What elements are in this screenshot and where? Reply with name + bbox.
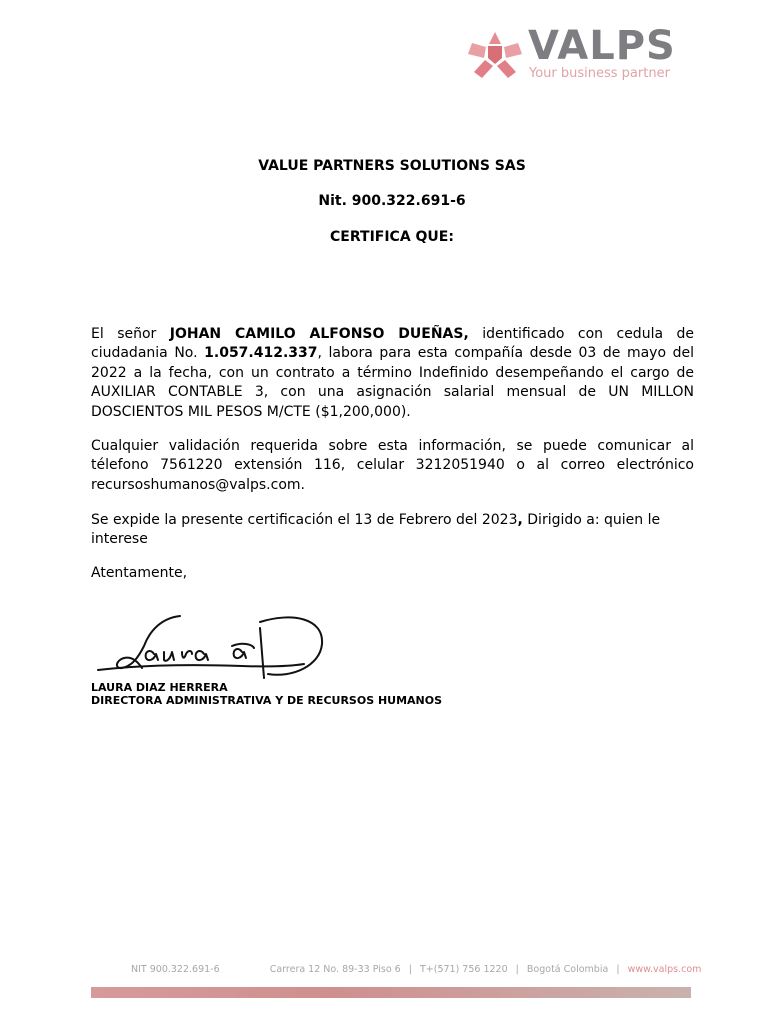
footer-separator: |	[616, 964, 620, 975]
company-nit: Nit. 900.322.691-6	[318, 193, 466, 209]
footer-bar	[91, 987, 691, 998]
handwritten-signature	[92, 608, 332, 688]
closing	[91, 564, 694, 583]
employment-paragraph	[91, 325, 694, 422]
issue-date-text: Se expide la presente certificación el 13 de Febrero del 2023	[91, 512, 518, 528]
intro-text: El señor	[91, 326, 170, 342]
issue-comma: ,	[517, 512, 523, 528]
footer-contact	[131, 964, 702, 976]
id-text: identificado con cedula de ciudadania No.	[91, 326, 694, 362]
footer-city: Bogotá Colombia	[526, 964, 609, 975]
signer-name: LAURA DIAZ HERRERA	[91, 681, 228, 694]
footer-separator: |	[408, 964, 412, 975]
certifies-heading: CERTIFICA QUE:	[330, 229, 454, 245]
employee-id: 1.057.412.337	[204, 345, 318, 362]
valps-star-icon	[466, 30, 524, 80]
footer-separator: |	[515, 964, 519, 975]
addressee-text: Dirigido a: quien le interese	[91, 512, 661, 548]
footer-address: Carrera 12 No. 89-33 Piso 6	[269, 964, 401, 975]
signer-title: DIRECTORA ADMINISTRATIVA Y DE RECURSOS HUMANOS	[91, 694, 443, 707]
footer-phone: T+(571) 756 1220	[419, 964, 508, 975]
brand-name: VALPS	[528, 23, 676, 69]
closing-text: Atentamente,	[91, 565, 188, 581]
issue-paragraph	[91, 511, 694, 550]
brand-tagline: Your business partner	[529, 66, 670, 81]
contact-text: Cualquier validación requerida sobre esta información, se puede comunicar al télefono 7561220 extensión 116, celular 3212051940 o al correo electrónico recursoshumanos@valps.com.	[91, 438, 694, 493]
employment-details: , labora para esta compañía desde 03 de mayo del 2022 a la fecha, con un contrato a término Indefinido desempeñando el cargo de AUXILIAR CONTABLE 3, con una asignación salarial mensual de UN MILLON DOSCIENTOS MIL PESOS M/CTE ($1,200,000).	[91, 345, 694, 420]
company-name: VALUE PARTNERS SOLUTIONS SAS	[258, 158, 526, 174]
footer-nit: NIT 900.322.691-6	[131, 964, 220, 975]
company-logo	[466, 23, 696, 84]
contact-paragraph	[91, 437, 694, 495]
footer-website: www.valps.com	[627, 964, 702, 975]
employee-name: JOHAN CAMILO ALFONSO DUEÑAS,	[169, 326, 469, 342]
